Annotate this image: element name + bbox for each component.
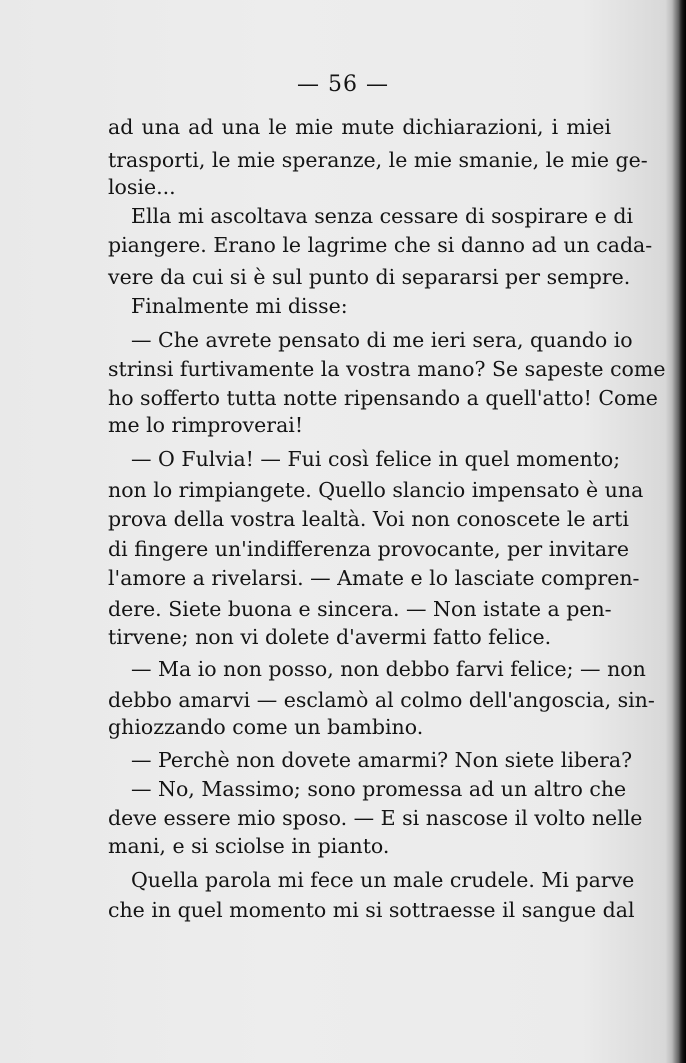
text-line: Ella mi ascoltava senza cessare di sospirare e di bbox=[131, 204, 633, 228]
text-line: ghiozzando come un bambino. bbox=[108, 715, 424, 739]
text-line: — No, Massimo; sono promessa ad un altro che bbox=[131, 777, 627, 801]
text-line: losie... bbox=[108, 175, 176, 199]
text-line: deve essere mio sposo. — E si nascose il volto nelle bbox=[108, 806, 643, 830]
text-line: che in quel momento mi si sottraesse il sangue dal bbox=[108, 898, 635, 922]
text-line: l'amore a rivelarsi. — Amate e lo lasciate compren- bbox=[108, 566, 640, 590]
text-line: ad una ad una le mie mute dichiarazioni, i miei bbox=[108, 115, 611, 139]
text-line: ho sofferto tutta notte ripensando a quell'atto! Come bbox=[108, 386, 658, 410]
text-line: vere da cui si è sul punto di separarsi per sempre. bbox=[108, 265, 631, 289]
text-line: — O Fulvia! — Fui così felice in quel momento; bbox=[131, 447, 621, 471]
text-line: prova della vostra lealtà. Voi non conoscete le arti bbox=[108, 507, 629, 531]
text-line: di fingere un'indifferenza provocante, per invitare bbox=[108, 537, 629, 561]
text-line: Finalmente mi disse: bbox=[131, 294, 348, 318]
text-line: strinsi furtivamente la vostra mano? Se sapeste come bbox=[108, 357, 666, 381]
page-edge-shadow bbox=[672, 0, 686, 1063]
text-line: — Che avrete pensato di me ieri sera, quando io bbox=[131, 328, 633, 352]
text-line: debbo amarvi — esclamò al colmo dell'angoscia, sin- bbox=[108, 688, 655, 712]
text-line: piangere. Erano le lagrime che si danno ad un cada- bbox=[108, 233, 653, 257]
text-line: Quella parola mi fece un male crudele. Mi parve bbox=[131, 868, 635, 892]
text-line: — Perchè non dovete amarmi? Non siete libera? bbox=[131, 748, 633, 772]
text-line: non lo rimpiangete. Quello slancio impensato è una bbox=[108, 478, 644, 502]
text-line: tirvene; non vi dolete d'avermi fatto felice. bbox=[108, 625, 552, 649]
text-line: me lo rimproverai! bbox=[108, 413, 304, 437]
text-line: trasporti, le mie speranze, le mie smanie, le mie ge- bbox=[108, 148, 648, 172]
text-line: mani, e si sciolse in pianto. bbox=[108, 834, 390, 858]
page-number: — 56 — bbox=[297, 72, 389, 97]
text-line: — Ma io non posso, non debbo farvi felice; — non bbox=[131, 657, 646, 681]
text-line: dere. Siete buona e sincera. — Non istate a pen- bbox=[108, 597, 612, 621]
